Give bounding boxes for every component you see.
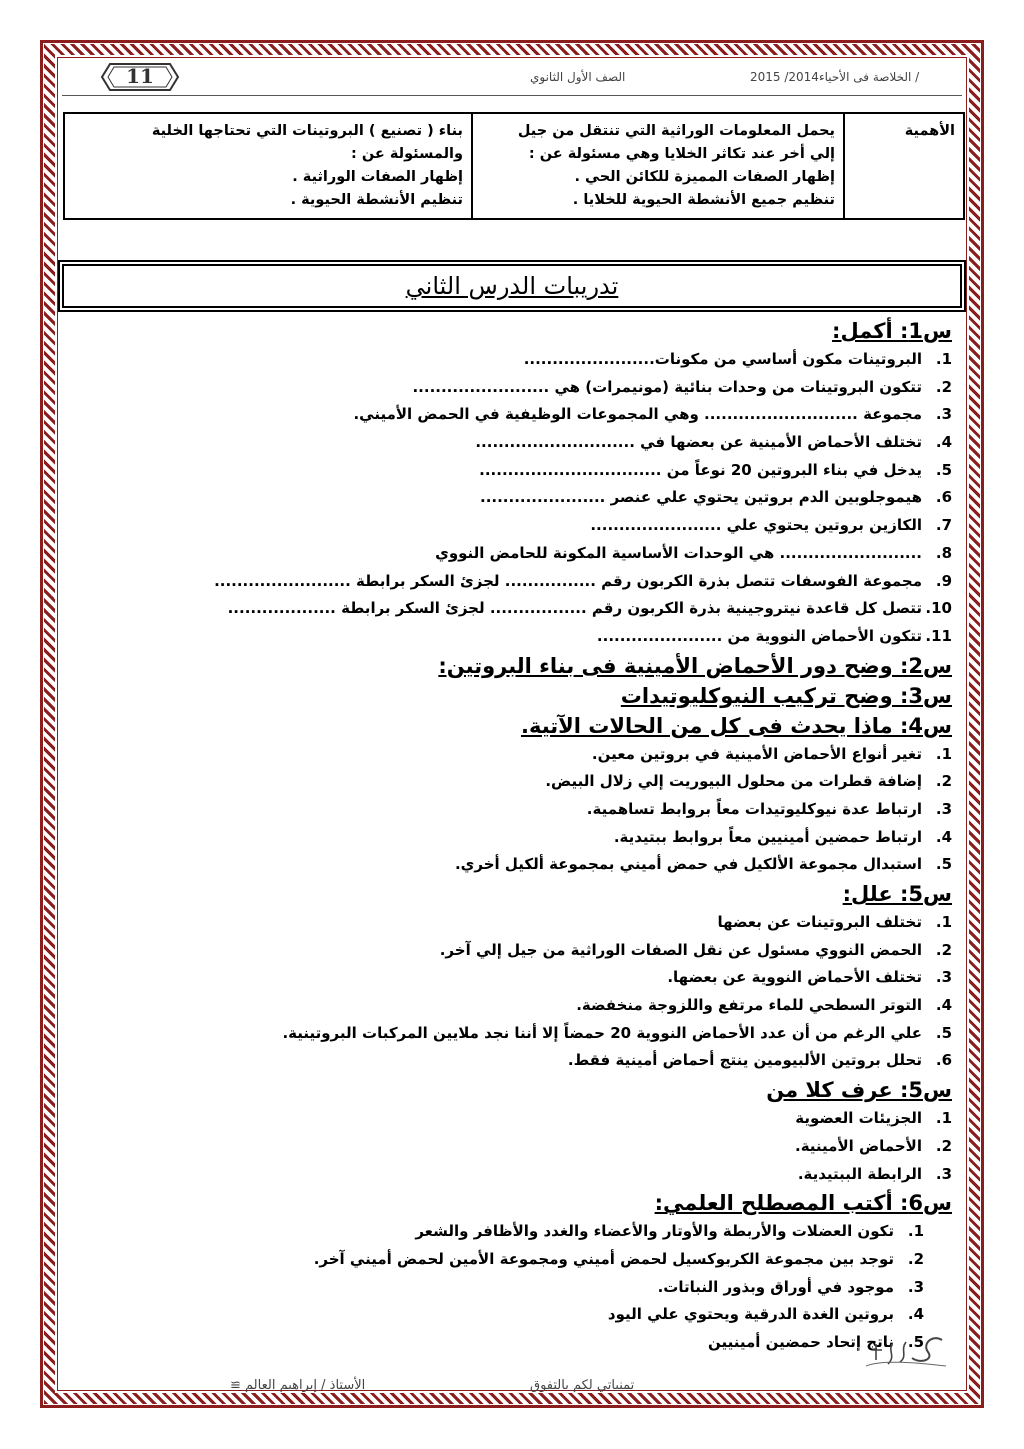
cell-line: بناء ( تصنيع ) البروتينات التي تحتاجها الخلية [151,123,463,139]
importance-rna-cell [64,113,472,219]
question-4-title: س4: ماذا يحدث فى كل من الحالات الآتية. [520,713,952,738]
item-number: 10. [925,599,952,618]
cell-line: تنظيم الأنشطة الحيوية . [290,192,463,208]
page-number-badge [100,62,180,92]
list-item [72,1047,952,1075]
item-number: 3. [935,1164,952,1183]
section-title-box [62,264,962,308]
cell-line: إظهار الصفات المميزة للكائن الحي . [574,169,835,185]
section-title: تدريبات الدرس الثاني [405,272,619,300]
item-number: 2. [935,772,952,791]
header-rule [62,95,962,96]
item-number: 2. [935,940,952,959]
list-item [72,540,952,568]
importance-table [63,112,965,220]
list-item [72,1218,924,1246]
item-number: 3. [935,968,952,987]
item-text: تكون العضلات والأربطة والأوتار والأعضاء والغدد والأظافر والشعر [415,1222,894,1241]
cell-line: يحمل المعلومات الوراثية التي تنتقل من جيل [517,123,835,139]
item-text: الكازين بروتين يحتوي علي ....................... [590,516,922,535]
list-item [72,401,952,429]
list-item [72,1329,924,1357]
list-item [72,1274,924,1302]
list-item [72,1133,952,1161]
question-5b-title: س5: عرف كلا من [766,1078,952,1103]
list-item [72,1301,924,1329]
question-1-title: س1: أكمل: [832,319,952,343]
footer-wish: تمنياتي لكم بالتفوق [530,1378,635,1393]
item-text: الأحماض الأمينية. [795,1136,922,1155]
question-6-list [72,1218,924,1356]
item-number: 1. [935,913,952,931]
item-number: 1. [935,350,952,368]
item-text: تختلف الأحماض الأمينية عن بعضها في ............................ [475,433,922,452]
item-number: 2. [907,1249,924,1268]
list-item [72,1105,952,1133]
item-number: 4. [935,827,952,846]
item-text: مجموعة ........................... وهي المجموعات الوظيفية في الحمض الأميني. [353,405,922,424]
item-number: 2. [935,377,952,396]
question-5-title: س5: علل: [842,882,952,906]
item-number: 7. [935,516,952,535]
item-number: 5. [935,855,952,874]
cell-line: تنظيم جميع الأنشطة الحيوية للخلايا . [572,192,835,208]
question-5b-list [72,1105,952,1188]
question-4-list [72,741,952,879]
item-text: البروتينات مكون أساسي من مكونات....................... [523,350,922,368]
list-item [72,595,952,623]
item-number: 8. [935,543,952,562]
question-3-title: س3: وضح تركيب النيوكليوتيدات [620,683,952,708]
item-text: ......................... هي الوحدات الأساسية المكونة للحامض النووي [435,543,922,562]
question-2-title: س2: وضح دور الأحماض الأمينية فى بناء البروتين: [438,653,952,678]
item-text: تغير أنواع الأحماض الأمينية في بروتين معين. [591,744,922,763]
item-text: تحلل بروتين الألبيومين ينتج أحماض أمينية فقط. [567,1051,922,1070]
item-number: 2. [935,1136,952,1155]
question-5-list [72,909,952,1075]
list-item [72,964,952,992]
list-item [72,1161,952,1189]
cell-line: إظهار الصفات الوراثية . [292,169,463,185]
item-text: توجد بين مجموعة الكربوكسيل لحمض أميني ومجموعة الأمين لحمض أميني آخر. [313,1249,894,1268]
list-item [72,1246,924,1274]
item-text: تتكون الأحماض النووية من ...................... [596,626,922,645]
item-number: 3. [907,1277,924,1296]
importance-label: الأهمية [844,113,964,219]
list-item [72,909,952,937]
page-header [100,62,980,96]
item-number: 9. [935,571,952,590]
list-item [72,512,952,540]
item-text: بروتين الغدة الدرقية ويحتوي علي اليود [607,1305,894,1324]
item-text: موجود في أوراق وبذور النباتات. [657,1277,894,1296]
item-text: يدخل في بناء البروتين 20 نوعاً من ................................ [479,460,922,479]
list-item [72,937,952,965]
item-text: الجزيئات العضوية [795,1109,922,1128]
list-item [72,1020,952,1048]
item-number: 4. [907,1305,924,1324]
item-text: استبدال مجموعة الألكيل في حمض أميني بمجموعة ألكيل أخري. [454,855,922,874]
author-logo [842,1330,962,1380]
item-text: تتصل كل قاعدة نيتروجينية بذرة الكربون رقم ................. لجزئ السكر برابطة ................... [227,599,922,618]
item-text: إضافة قطرات من محلول البيوريت إلي زلال البيض. [545,772,922,791]
footer-teacher: الأستاذ / إبراهيم العالم ≅ [230,1378,366,1393]
header-grade: الصف الأول الثانوي [530,70,626,84]
item-text: هيموجلوبين الدم بروتين يحتوي علي عنصر ...................... [480,488,922,507]
item-text: الرابطة الببتيدية. [797,1164,922,1183]
cell-line: والمسئولة عن : [351,146,463,162]
item-number: 5. [935,1023,952,1042]
item-text: مجموعة الفوسفات تتصل بذرة الكربون رقم ................ لجزئ السكر برابطة ........................ [214,571,922,590]
importance-dna-cell [472,113,844,219]
list-item [72,851,952,879]
item-text: علي الرغم من أن عدد الأحماض النووية 20 حمضاً إلا أننا نجد ملايين المركبات البروتينية. [282,1023,922,1042]
item-text: ارتباط حمضين أمينيين معاً بروابط ببتيدية. [613,827,922,846]
page-number: 11 [126,64,154,88]
item-number: 11. [925,626,952,645]
item-number: 1. [907,1222,924,1241]
exercise-content [72,316,952,1357]
list-item [72,568,952,596]
list-item [72,623,952,651]
list-item [72,796,952,824]
item-text: ارتباط عدة نيوكليوتيدات معاً بروابط تساهمية. [586,799,922,818]
item-number: 1. [935,1109,952,1128]
item-number: 3. [935,799,952,818]
item-text: تختلف البروتينات عن بعضها [717,913,922,931]
question-6-title: س6: أكتب المصطلح العلمي: [654,1191,952,1216]
list-item [72,484,952,512]
list-item [72,992,952,1020]
list-item [72,374,952,402]
list-item [72,429,952,457]
list-item [72,741,952,769]
item-text: التوتر السطحي للماء مرتفع واللزوجة منخفضة. [576,996,922,1015]
header-year: / الخلاصة فى الأحياء2014/ 2015 [750,70,920,84]
item-number: 5. [907,1332,924,1351]
item-number: 3. [935,405,952,424]
list-item [72,824,952,852]
item-number: 6. [935,488,952,507]
item-text: تختلف الأحماض النووية عن بعضها. [667,968,922,987]
item-text: ناتج إتحاد حمضين أمينيين [708,1332,894,1351]
item-number: 1. [935,744,952,763]
item-number: 6. [935,1051,952,1070]
item-number: 4. [935,996,952,1015]
page-footer [60,1374,960,1398]
list-item [72,768,952,796]
item-text: تتكون البروتينات من وحدات بنائية (مونيمرات) هي ........................ [412,377,922,396]
cell-line: إلي أخر عند تكاثر الخلايا وهي مسئولة عن : [528,146,835,162]
list-item [72,346,952,374]
item-text: الحمض النووي مسئول عن نقل الصفات الوراثية من جيل إلي آخر. [439,940,922,959]
question-1-list [72,346,952,651]
item-number: 4. [935,433,952,452]
list-item [72,457,952,485]
item-number: 5. [935,460,952,479]
